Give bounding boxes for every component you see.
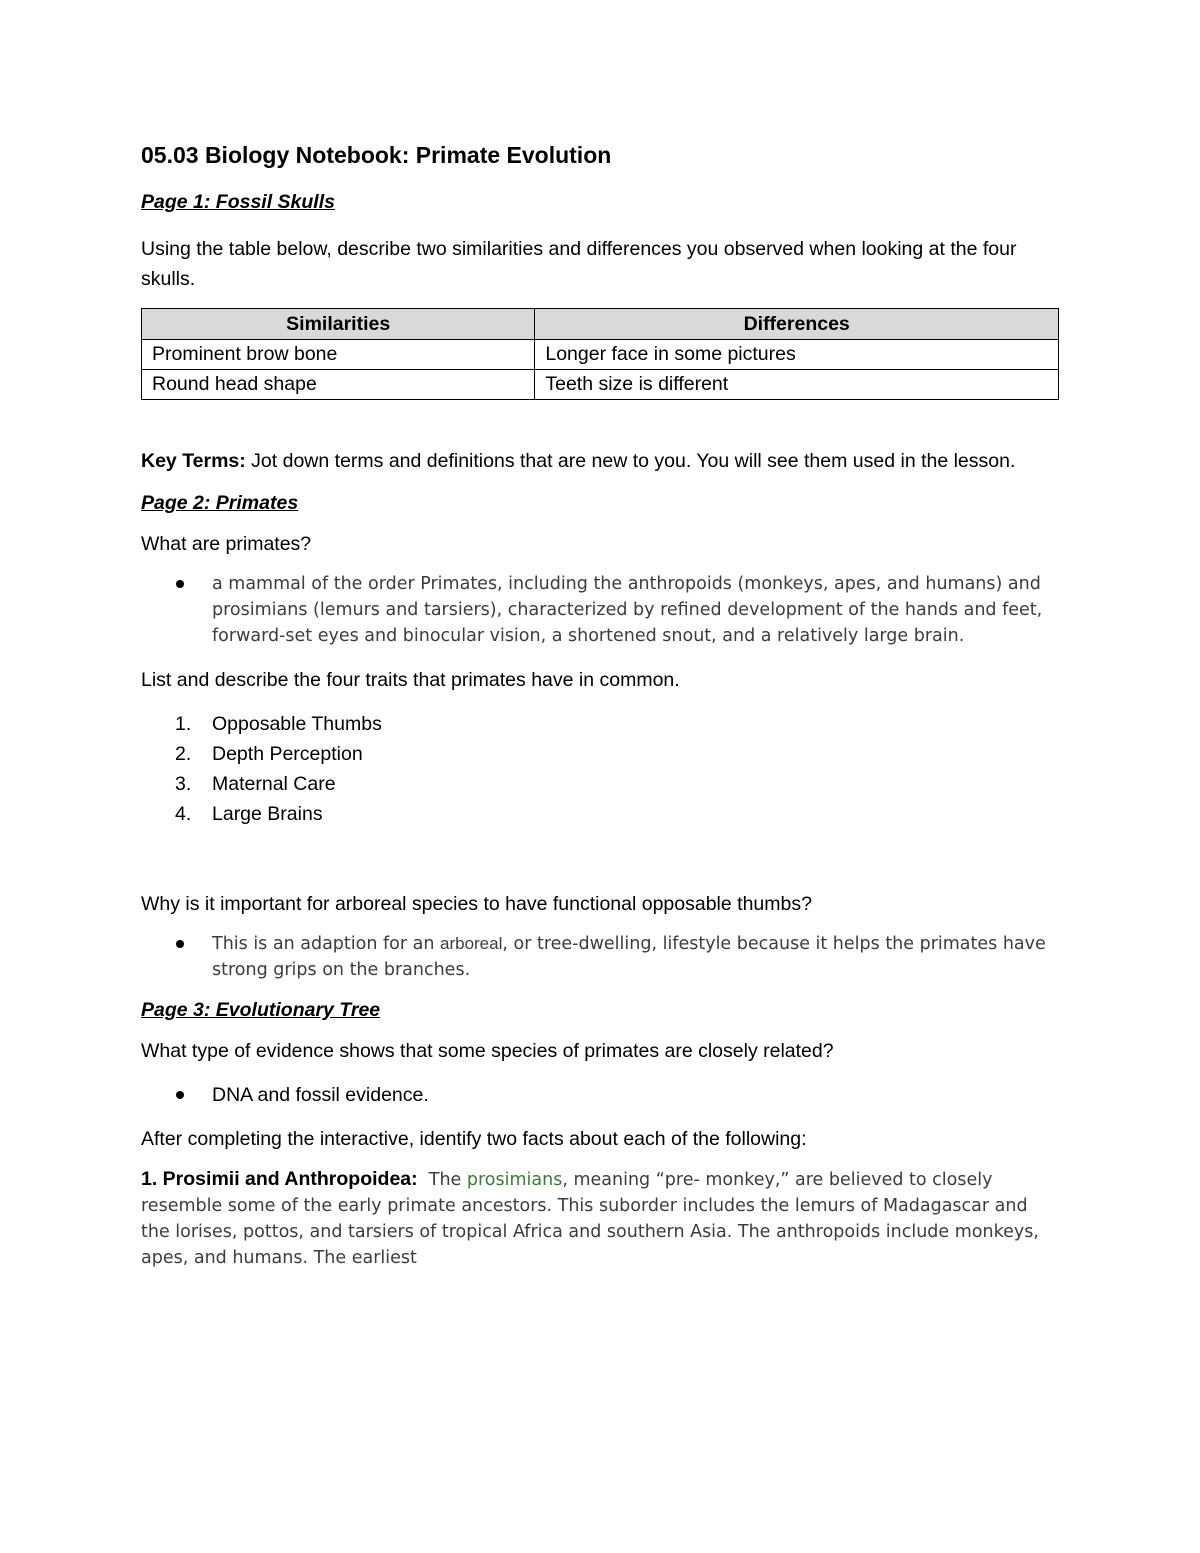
document-body <box>141 142 1059 1271</box>
item-text: , meaning “pre- monkey,” are believed to closely resemble some of the early primate ancestors. This suborder includes the lemurs of Madagascar and the lorises, pottos, and tarsiers of tropical Africa and southern Asia. The anthropoids include monkeys, apes, and humans. The earliest <box>141 1170 1039 1268</box>
table-header-cell: Similarities <box>142 309 535 340</box>
list-item <box>141 799 1059 829</box>
question-text: What type of evidence shows that some species of primates are closely related? <box>141 1040 834 1062</box>
list-item <box>141 739 1059 769</box>
table-header-cell: Differences <box>535 309 1059 340</box>
key-terms-text: Jot down terms and definitions that are new to you. You will see them used in the lesson. <box>245 450 1016 472</box>
page-title: 05.03 Biology Notebook: Primate Evolution <box>141 142 612 168</box>
trait-text: Maternal Care <box>212 773 336 795</box>
trait-text: Large Brains <box>212 803 323 825</box>
section-heading-page2: Page 2: Primates <box>141 492 299 514</box>
answer-list <box>141 1080 1059 1110</box>
list-item <box>141 931 1059 983</box>
question-text: After completing the interactive, identify two facts about each of the following: <box>141 1128 807 1150</box>
item-text: The <box>417 1170 467 1190</box>
answer-list <box>141 931 1059 983</box>
key-terms-paragraph <box>141 446 1059 476</box>
list-number: 1. <box>175 713 192 735</box>
instruction-text: Using the table below, describe two similarities and differences you observed when looking at the four skulls. <box>141 238 1017 290</box>
list-item <box>141 571 1059 649</box>
answer-text: DNA and fossil evidence. <box>212 1084 429 1106</box>
list-item <box>141 709 1059 739</box>
bullet-icon <box>176 940 184 948</box>
section-heading-page3: Page 3: Evolutionary Tree <box>141 999 381 1021</box>
trait-text: Opposable Thumbs <box>212 713 382 735</box>
prosimians-link[interactable]: prosimians <box>466 1170 563 1190</box>
answer-list <box>141 571 1059 649</box>
table-cell: Round head shape <box>142 370 535 400</box>
table-row <box>142 340 1059 370</box>
list-number: 4. <box>175 803 192 825</box>
answer-text: This is an adaption for an <box>212 934 440 954</box>
question-text: Why is it important for arboreal species to have functional opposable thumbs? <box>141 893 812 915</box>
key-terms-label: Key Terms: <box>141 450 246 472</box>
table-cell: Teeth size is different <box>535 370 1059 400</box>
prosimii-paragraph <box>141 1166 1059 1271</box>
list-number: 3. <box>175 773 192 795</box>
list-item <box>141 1080 1059 1110</box>
item-label: 1. Prosimii and Anthropoidea: <box>141 1168 418 1190</box>
table-header-row <box>142 309 1059 340</box>
bullet-icon <box>176 1091 184 1099</box>
list-number: 2. <box>175 743 192 765</box>
list-item <box>141 769 1059 799</box>
trait-text: Depth Perception <box>212 743 363 765</box>
traits-list <box>141 709 1059 829</box>
comparison-table <box>141 308 1059 400</box>
table-cell: Prominent brow bone <box>142 340 535 370</box>
answer-text: , or tree-dwelling, lifestyle because it helps the primates have strong grips on the branches. <box>212 934 1046 980</box>
bullet-icon <box>176 580 184 588</box>
question-text: What are primates? <box>141 533 312 555</box>
question-text: List and describe the four traits that primates have in common. <box>141 669 680 691</box>
table-cell: Longer face in some pictures <box>535 340 1059 370</box>
table-row <box>142 370 1059 400</box>
answer-text: a mammal of the order Primates, including the anthropoids (monkeys, apes, and humans) and prosimians (lemurs and tarsiers), characterized by refined development of the hands and feet, forward-set eyes and binocular vision, a shortened snout, and a relatively large brain. <box>212 574 1043 646</box>
section-heading-page1: Page 1: Fossil Skulls <box>141 191 335 213</box>
arboreal-term: arboreal <box>440 934 503 953</box>
